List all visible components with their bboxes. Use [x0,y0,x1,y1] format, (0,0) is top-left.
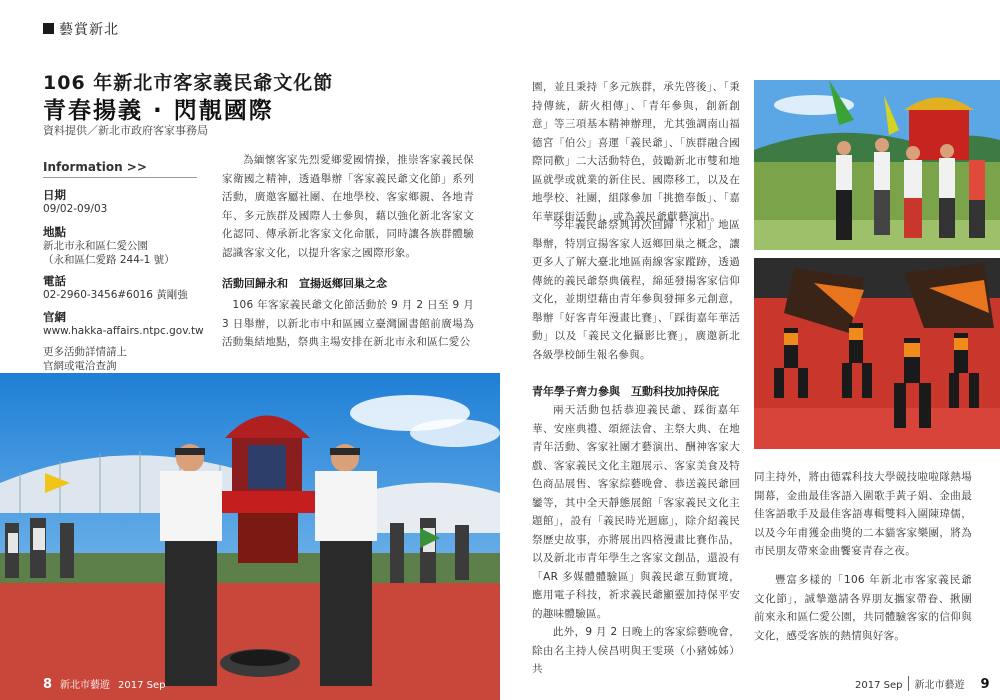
body-paragraph-evening: 此外，9 月 2 日晚上的客家綜藝晚會，除由名主持人侯昌明與王雯瑛（小豬姊姊）共 [532,626,740,675]
left-page-number: 8 [43,677,53,692]
article-title-line1: 106 年新北市客家義民爺文化節 [43,72,334,94]
info-date-value: 09/02-09/03 [43,203,108,215]
section-label: 藝賞新北 [59,22,119,38]
section-marker [43,23,54,34]
body-section1 [222,275,474,352]
info-place [43,225,203,267]
subheading-return-yonghe: 活動回歸永和 宣揚返鄉回巢之念 [222,277,387,290]
right-page-number: 9 [980,677,990,692]
article-title-line2: 青春揚義 · 閃靚國際 [43,98,274,124]
article-credit: 資料提供／新北市政府客家事務局 [43,124,208,137]
info-place-value1: 新北市永和區仁愛公園 [43,240,148,252]
body-paragraph-spirit: 園，並且秉持「多元族群，承先啓後」、「秉持傳統，薪火相傳」、「青年參與，創新創意」等三項基本精神辦理，尤其強調南山福德宮「伯公」喜運「義民爺」、「族群融合國際同歡」二大活動特色，鼓勵新北市雙和地區就學或就業的新住民、國際移工，以及在地學校、社團，組隊參加「挑擔奉飯」、「嘉年華踩街活動」，或為義民爺獻藝演出。 [532,81,740,223]
left-magazine-name: 新北市藝遊 [60,680,111,691]
info-heading: Information >> [43,160,197,178]
left-issue-date: 2017 Sep [118,680,166,691]
body-paragraph-intro: 為緬懷客家先烈愛鄉愛國情操，推崇客家義民保家衛國之精神，透過舉辦「客家義民爺文化節」系列活動，廣邀客屬社團、在地學校、客家鄉親、各地青年、多元族群及國際人士參與，藉以強化新北客家文化認同、傳承新北客家文化命脈，同時讓各族群體驗認識客家文化，以提升客家之國際形象。 [222,154,474,259]
info-date [43,188,203,216]
subheading-youth-tech: 青年學子齊力參與 互動科技加持保庇 [532,385,719,398]
info-place-value2: （永和區仁愛路 244-1 號） [43,254,175,266]
palanquin-procession-photo [0,373,500,700]
left-footer [43,676,166,692]
festival-parade-photo [754,80,1000,250]
right-issue-date: 2017 Sep [855,680,903,691]
body-paragraph-dates: 106 年客家義民爺文化節活動於 9 月 2 日至 9 月 3 日舉辦，以新北市中和區國立臺灣圖書館前廣場為活動集結地點，祭典主場安排在新北市永和區仁愛公 [222,299,474,348]
info-place-label: 地點 [43,225,66,239]
right-magazine-name: 新北市藝遊 [908,676,964,691]
body-paragraph-invite: 豐富多樣的「106 年新北市客家義民爺文化節」，誠摯邀請各界朋友攜家帶眷、揪團前來永和區仁愛公園，共同體驗客家的信仰與文化，感受客族的熱情與好客。 [754,574,972,642]
info-web-label: 官網 [43,310,66,324]
info-web [43,310,213,338]
info-note-line2: 官網或電洽查詢 [43,360,117,372]
info-date-label: 日期 [43,188,66,202]
body-paragraph-return: 今年義民爺祭典再次回歸「永和」地區舉辦，特別宣揚客家人返鄉回巢之概念，讓更多人了解大臺北地區南線客家蹤跡，透過傳統的義民爺祭典儀程，綿延發揚客家信仰文化，並期望藉由青年參與發揮多元創意，舉辦「好客青年漫畫比賽」、「踩街嘉年華活動」以及「義民文化攝影比賽」，廣邀新北各級學校師生報名參與。 [532,219,740,361]
flag-dancers-photo [754,258,1000,449]
info-phone-label: 電話 [43,274,66,288]
right-footer [855,676,990,692]
info-phone-value: 02-2960-3456#6016 黃剛強 [43,289,188,301]
info-web-value[interactable]: www.hakka-affairs.ntpc.gov.tw [43,325,204,337]
info-note [43,345,203,373]
info-phone [43,274,203,302]
body-paragraph-activities: 兩天活動包括恭迎義民爺、踩街嘉年華、安座典禮、頌經法會、主祭大典、在地青年活動、客家社團才藝演出、酬神客家大戲、客家義民文化主題展示、客家美食及特色商品展售、客家綜藝晚會、恭送義民爺回鑾等，其中全天靜態展館「客家義民文化主題館」，設有「義民時光迴廊」，除介紹義民祭歷史故事，亦將展出四格漫畫比賽作品，以及新北市青年學生之客家文創品，還設有「AR 多媒體體驗區」與義民爺互動實境，應用電子科技，祈求義民爺顯靈加持保平安的趣味體驗區。 [532,404,740,620]
body-paragraph-hosts: 同主持外，將由德霖科技大學競技啦啦隊熱場開幕，金曲最佳客語入圍歌手黃子娟、金曲最佳客語歌手及最佳客語專輯雙料入圍陳瑋儒，以及今年甫獲金曲獎的二本貓客家樂團，將為市民朋友帶來金曲饗宴青春之夜。 [754,471,972,557]
body-section2 [532,383,740,679]
info-note-line1: 更多活動詳情請上 [43,346,127,358]
